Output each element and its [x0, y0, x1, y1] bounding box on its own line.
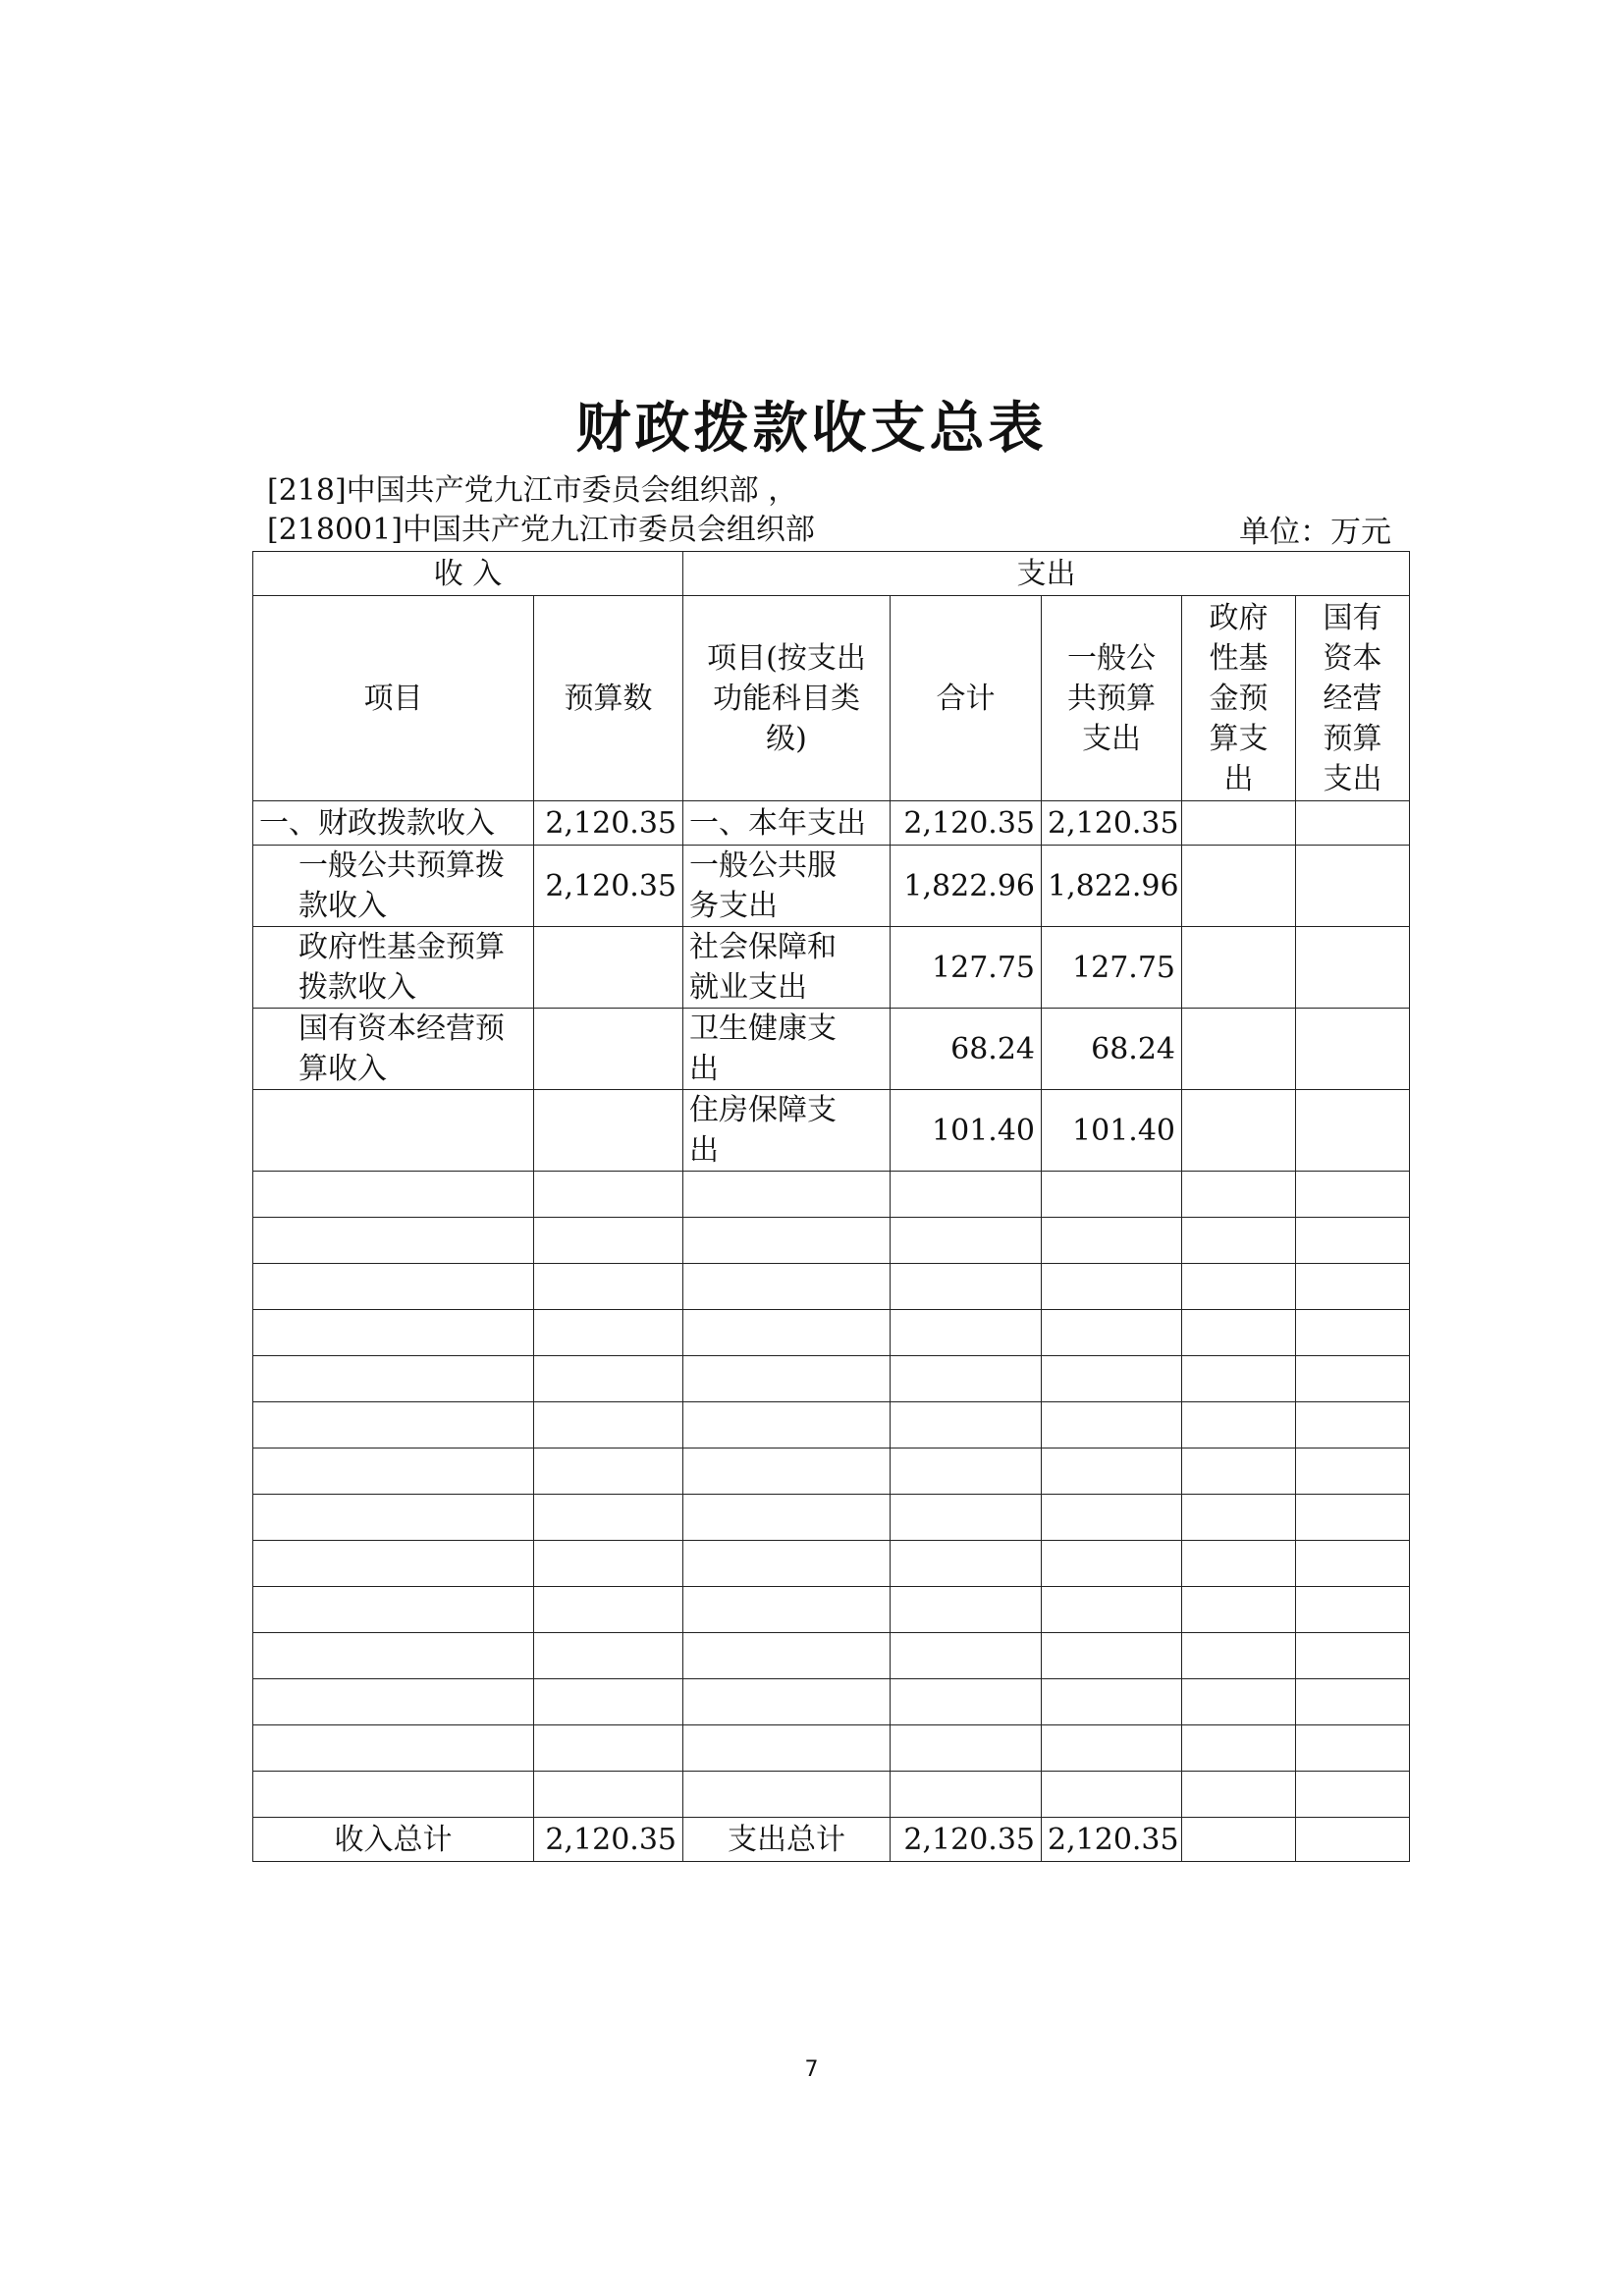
empty-cell	[891, 1587, 1042, 1633]
empty-cell	[534, 1633, 683, 1679]
empty-cell	[1296, 1218, 1410, 1264]
expense-item-cell: 社会保障和就业支出	[683, 927, 891, 1009]
empty-cell	[1182, 1449, 1296, 1495]
empty-row	[253, 1172, 1410, 1218]
expense-general-cell: 2,120.35	[1042, 801, 1182, 846]
empty-cell	[1296, 1772, 1410, 1818]
empty-cell	[683, 1725, 891, 1772]
expense-total-cell: 101.40	[891, 1090, 1042, 1172]
empty-cell	[891, 1356, 1042, 1402]
empty-cell	[1296, 1449, 1410, 1495]
col-header-state-capital: 国有资本经营预算支出	[1296, 596, 1410, 801]
expense-total-cell: 68.24	[891, 1009, 1042, 1090]
empty-cell	[683, 1172, 891, 1218]
empty-cell	[1296, 1402, 1410, 1449]
empty-cell	[1182, 1587, 1296, 1633]
empty-cell	[1296, 1679, 1410, 1725]
empty-cell	[1182, 1402, 1296, 1449]
income-item-cell	[253, 1090, 534, 1172]
col-header-budget: 预算数	[534, 596, 683, 801]
empty-cell	[253, 1587, 534, 1633]
table-row	[253, 801, 1410, 846]
income-item-cell: 一般公共预算拨款收入	[253, 846, 534, 927]
empty-cell	[253, 1633, 534, 1679]
income-item-cell: 政府性基金预算拨款收入	[253, 927, 534, 1009]
expense-state-capital-cell	[1296, 801, 1410, 846]
expense-gov-fund-cell	[1182, 846, 1296, 927]
empty-cell	[253, 1172, 534, 1218]
empty-cell	[683, 1310, 891, 1356]
empty-cell	[1182, 1172, 1296, 1218]
empty-cell	[1042, 1587, 1182, 1633]
empty-row	[253, 1264, 1410, 1310]
empty-cell	[1042, 1356, 1182, 1402]
expense-state-capital-cell	[1296, 927, 1410, 1009]
income-total-label: 收入总计	[253, 1818, 534, 1862]
empty-row	[253, 1633, 1410, 1679]
table-row	[253, 1090, 1410, 1172]
empty-cell	[534, 1587, 683, 1633]
empty-cell	[891, 1264, 1042, 1310]
expense-gov-fund-total	[1182, 1818, 1296, 1862]
empty-cell	[683, 1587, 891, 1633]
col-header-exp-item: 项目(按支出功能科目类级)	[683, 596, 891, 801]
empty-cell	[891, 1402, 1042, 1449]
empty-row	[253, 1402, 1410, 1449]
empty-cell	[253, 1725, 534, 1772]
empty-cell	[534, 1541, 683, 1587]
empty-cell	[1042, 1264, 1182, 1310]
empty-cell	[1042, 1218, 1182, 1264]
empty-cell	[891, 1679, 1042, 1725]
empty-cell	[1182, 1772, 1296, 1818]
empty-cell	[1296, 1356, 1410, 1402]
empty-cell	[534, 1310, 683, 1356]
empty-cell	[253, 1679, 534, 1725]
empty-cell	[683, 1356, 891, 1402]
empty-cell	[683, 1679, 891, 1725]
empty-cell	[891, 1725, 1042, 1772]
empty-cell	[891, 1172, 1042, 1218]
expense-item-cell: 住房保障支出	[683, 1090, 891, 1172]
empty-cell	[534, 1495, 683, 1541]
empty-cell	[1182, 1310, 1296, 1356]
totals-row	[253, 1818, 1410, 1862]
empty-row	[253, 1772, 1410, 1818]
table-row	[253, 927, 1410, 1009]
empty-row	[253, 1310, 1410, 1356]
empty-cell	[534, 1356, 683, 1402]
empty-cell	[253, 1402, 534, 1449]
income-item-cell: 国有资本经营预算收入	[253, 1009, 534, 1090]
empty-cell	[253, 1449, 534, 1495]
expense-item-cell: 卫生健康支出	[683, 1009, 891, 1090]
empty-cell	[1182, 1633, 1296, 1679]
empty-cell	[253, 1356, 534, 1402]
col-header-general: 一般公共预算支出	[1042, 596, 1182, 801]
empty-row	[253, 1356, 1410, 1402]
empty-row	[253, 1495, 1410, 1541]
empty-cell	[1296, 1633, 1410, 1679]
empty-cell	[1182, 1725, 1296, 1772]
expense-general-cell: 1,822.96	[1042, 846, 1182, 927]
empty-cell	[683, 1449, 891, 1495]
empty-row	[253, 1449, 1410, 1495]
expense-gov-fund-cell	[1182, 1090, 1296, 1172]
expense-gov-fund-cell	[1182, 1009, 1296, 1090]
empty-cell	[1182, 1218, 1296, 1264]
empty-cell	[1042, 1725, 1182, 1772]
empty-row	[253, 1725, 1410, 1772]
col-header-item: 项目	[253, 596, 534, 801]
empty-cell	[1296, 1587, 1410, 1633]
empty-cell	[891, 1495, 1042, 1541]
empty-cell	[1042, 1402, 1182, 1449]
expense-general-total: 2,120.35	[1042, 1818, 1182, 1862]
income-budget-cell	[534, 1009, 683, 1090]
expense-state-capital-cell	[1296, 1009, 1410, 1090]
empty-cell	[253, 1310, 534, 1356]
empty-cell	[683, 1495, 891, 1541]
table-row	[253, 1009, 1410, 1090]
empty-row	[253, 1679, 1410, 1725]
empty-cell	[1296, 1541, 1410, 1587]
expense-state-capital-total	[1296, 1818, 1410, 1862]
empty-cell	[1042, 1172, 1182, 1218]
empty-cell	[1042, 1679, 1182, 1725]
empty-cell	[891, 1633, 1042, 1679]
expense-total-cell: 1,822.96	[891, 846, 1042, 927]
expense-state-capital-cell	[1296, 1090, 1410, 1172]
empty-cell	[1296, 1495, 1410, 1541]
empty-cell	[1296, 1172, 1410, 1218]
org-line-1: [218]中国共产党九江市委员会组织部 ，	[267, 473, 798, 508]
expense-gov-fund-cell	[1182, 801, 1296, 846]
empty-cell	[891, 1310, 1042, 1356]
empty-cell	[683, 1633, 891, 1679]
empty-cell	[534, 1679, 683, 1725]
income-header: 收 入	[253, 552, 683, 596]
org-line-2: [218001]中国共产党九江市委员会组织部	[267, 513, 815, 547]
empty-cell	[683, 1541, 891, 1587]
empty-cell	[534, 1449, 683, 1495]
empty-cell	[891, 1772, 1042, 1818]
col-header-total: 合计	[891, 596, 1042, 801]
empty-cell	[534, 1218, 683, 1264]
income-budget-cell	[534, 927, 683, 1009]
empty-cell	[253, 1264, 534, 1310]
empty-cell	[891, 1541, 1042, 1587]
unit-label: 单位：万元	[1239, 515, 1391, 550]
empty-cell	[1296, 1310, 1410, 1356]
header-row-group	[253, 552, 1410, 596]
expense-total-label: 支出总计	[683, 1818, 891, 1862]
empty-cell	[534, 1725, 683, 1772]
expense-item-cell: 一般公共服务支出	[683, 846, 891, 927]
empty-cell	[1182, 1495, 1296, 1541]
empty-cell	[1182, 1356, 1296, 1402]
empty-cell	[1042, 1541, 1182, 1587]
empty-cell	[1296, 1264, 1410, 1310]
empty-cell	[891, 1449, 1042, 1495]
income-item-cell: 一、财政拨款收入	[253, 801, 534, 846]
expense-general-cell: 101.40	[1042, 1090, 1182, 1172]
empty-cell	[891, 1218, 1042, 1264]
page-title: 财政拨款收支总表	[575, 396, 1048, 461]
income-budget-cell	[534, 1090, 683, 1172]
empty-cell	[253, 1495, 534, 1541]
empty-cell	[683, 1218, 891, 1264]
empty-cell	[534, 1264, 683, 1310]
empty-cell	[683, 1264, 891, 1310]
expense-general-cell: 127.75	[1042, 927, 1182, 1009]
expense-header: 支出	[683, 552, 1410, 596]
empty-cell	[1182, 1679, 1296, 1725]
expense-item-cell: 一、本年支出	[683, 801, 891, 846]
header-row-columns	[253, 596, 1410, 801]
empty-cell	[1182, 1541, 1296, 1587]
empty-cell	[253, 1541, 534, 1587]
empty-cell	[1042, 1633, 1182, 1679]
empty-row	[253, 1541, 1410, 1587]
expense-gov-fund-cell	[1182, 927, 1296, 1009]
expense-general-cell: 68.24	[1042, 1009, 1182, 1090]
empty-cell	[1042, 1772, 1182, 1818]
expense-total-cell: 127.75	[891, 927, 1042, 1009]
empty-row	[253, 1587, 1410, 1633]
empty-cell	[1296, 1725, 1410, 1772]
expense-total-cell: 2,120.35	[891, 801, 1042, 846]
empty-cell	[1042, 1449, 1182, 1495]
income-budget-cell: 2,120.35	[534, 801, 683, 846]
empty-cell	[534, 1402, 683, 1449]
empty-cell	[1182, 1264, 1296, 1310]
empty-cell	[253, 1772, 534, 1818]
budget-table	[252, 551, 1410, 1862]
empty-cell	[683, 1772, 891, 1818]
income-total-value: 2,120.35	[534, 1818, 683, 1862]
expense-total-value: 2,120.35	[891, 1818, 1042, 1862]
empty-cell	[683, 1402, 891, 1449]
table-row	[253, 846, 1410, 927]
empty-cell	[534, 1172, 683, 1218]
empty-cell	[1042, 1495, 1182, 1541]
empty-row	[253, 1218, 1410, 1264]
empty-cell	[1042, 1310, 1182, 1356]
col-header-gov-fund: 政府性基金预算支出	[1182, 596, 1296, 801]
expense-state-capital-cell	[1296, 846, 1410, 927]
empty-cell	[534, 1772, 683, 1818]
page-number: 7	[804, 2057, 819, 2082]
empty-cell	[253, 1218, 534, 1264]
income-budget-cell: 2,120.35	[534, 846, 683, 927]
